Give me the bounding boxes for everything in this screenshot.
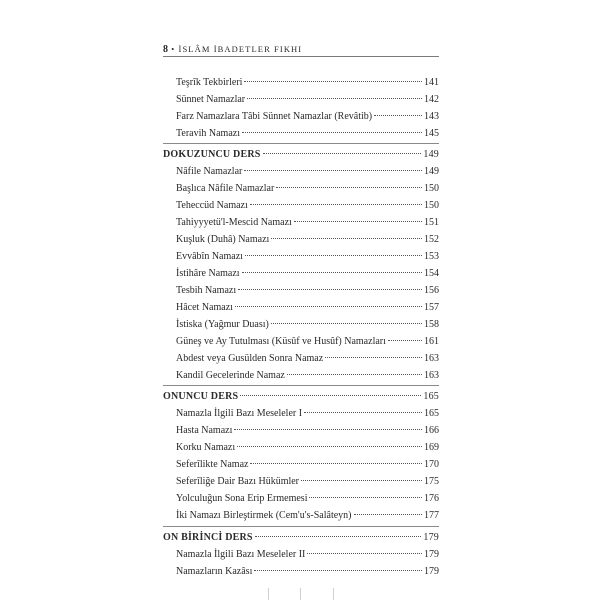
dot-leader <box>242 132 422 133</box>
toc-entry-page: 149 <box>424 166 439 177</box>
section-divider <box>163 385 439 386</box>
dot-leader <box>234 429 422 430</box>
toc-entry-title: Başlıca Nâfile Namazlar <box>176 183 275 194</box>
toc-entry-title: Korku Namazı <box>176 442 236 453</box>
dot-leader <box>250 463 422 464</box>
toc-entry-title: Yolculuğun Sona Erip Ermemesi <box>176 493 308 504</box>
toc-entry-page: 157 <box>424 302 439 313</box>
toc-entry-page: 158 <box>424 319 439 330</box>
toc-entry-title: ONUNCU DERS <box>163 391 239 402</box>
toc-entry <box>176 76 439 90</box>
dot-leader <box>374 115 422 116</box>
toc-entry <box>176 441 439 455</box>
toc-entry <box>176 509 439 523</box>
dot-leader <box>254 570 422 571</box>
dot-leader <box>250 204 422 205</box>
dot-leader <box>244 170 422 171</box>
dot-leader <box>247 98 422 99</box>
toc-entry <box>176 182 439 196</box>
dot-leader <box>301 480 422 481</box>
crop-mark <box>333 588 334 600</box>
toc-entry-page: 142 <box>424 94 439 105</box>
section-divider <box>163 143 439 144</box>
toc-entry <box>176 233 439 247</box>
dot-leader <box>240 395 421 396</box>
toc-entry <box>176 284 439 298</box>
toc-entry-title: Tahiyyyetü'l-Mescid Namazı <box>176 217 292 228</box>
toc-entry-page: 165 <box>423 391 439 402</box>
toc-entry <box>176 565 439 579</box>
toc-entry-title: Teşrîk Tekbirleri <box>176 77 243 88</box>
toc-section-heading <box>163 390 439 404</box>
dot-leader <box>304 412 422 413</box>
dot-leader <box>307 553 422 554</box>
toc-entry-title: DOKUZUNCU DERS <box>163 149 261 160</box>
toc-entry-title: Hâcet Namazı <box>176 302 233 313</box>
crop-mark <box>268 588 269 600</box>
toc-entry-title: Hasta Namazı <box>176 425 233 436</box>
toc-entry-title: Namazla İlgili Bazı Meseleler II <box>176 549 306 560</box>
toc-entry-page: 176 <box>424 493 439 504</box>
dot-leader <box>271 323 422 324</box>
header-book-title: İSLÂM İBADETLER FIKHI <box>178 44 303 54</box>
toc-section-heading <box>163 148 439 162</box>
toc-entry-title: Evvâbîn Namazı <box>176 251 243 262</box>
toc-entry-page: 177 <box>424 510 439 521</box>
toc-entry-page: 179 <box>424 566 439 577</box>
toc-entry-title: Teheccüd Namazı <box>176 200 248 211</box>
toc-entry-page: 143 <box>424 111 439 122</box>
toc-entry-page: 163 <box>424 370 439 381</box>
toc-entry <box>176 250 439 264</box>
dot-leader <box>276 187 422 188</box>
toc-entry-page: 152 <box>424 234 439 245</box>
toc-entry-title: Güneş ve Ay Tutulması (Küsûf ve Husûf) Namazları <box>176 336 386 347</box>
toc-entry-title: Abdest veya Gusülden Sonra Namaz <box>176 353 324 364</box>
toc-entry-title: Kandil Gecelerinde Namaz <box>176 370 285 381</box>
dot-leader <box>242 272 422 273</box>
dot-leader <box>388 340 422 341</box>
toc-entry-page: 166 <box>424 425 439 436</box>
section-divider <box>163 526 439 527</box>
toc-entry-page: 145 <box>424 128 439 139</box>
toc-entry <box>176 301 439 315</box>
toc-entry <box>176 548 439 562</box>
dot-leader <box>237 446 422 447</box>
toc-entry-page: 153 <box>424 251 439 262</box>
dot-leader <box>263 153 422 154</box>
dot-leader <box>245 255 422 256</box>
toc-entry-page: 150 <box>424 200 439 211</box>
dot-leader <box>255 536 422 537</box>
toc-entry-page: 175 <box>424 476 439 487</box>
toc-entry-page: 163 <box>424 353 439 364</box>
toc-entry <box>176 199 439 213</box>
toc-entry-title: Namazların Kazâsı <box>176 566 253 577</box>
toc-entry-title: Sünnet Namazlar <box>176 94 246 105</box>
toc-entry-title: Seferîlikte Namaz <box>176 459 249 470</box>
toc-entry-title: İki Namazı Birleştirmek (Cem'u's-Salâteyn) <box>176 510 352 521</box>
crop-mark <box>300 588 301 600</box>
toc-entry-page: 150 <box>424 183 439 194</box>
dot-leader <box>325 357 422 358</box>
toc-entry-page: 179 <box>424 549 439 560</box>
toc-entry-title: Seferîliğe Dair Bazı Hükümler <box>176 476 300 487</box>
toc-entry-title: Nâfile Namazlar <box>176 166 243 177</box>
dot-leader <box>238 289 422 290</box>
toc-entry-title: İstiska (Yağmur Duası) <box>176 319 269 330</box>
toc-entry-title: Farz Namazlara Tâbi Sünnet Namazlar (Revâtib) <box>176 111 373 122</box>
toc-entry-title: Teravih Namazı <box>176 128 240 139</box>
dot-leader <box>309 497 422 498</box>
toc-entry-page: 156 <box>424 285 439 296</box>
toc-entry-page: 141 <box>424 77 439 88</box>
dot-leader <box>287 374 422 375</box>
toc-entry <box>176 318 439 332</box>
dot-leader <box>354 514 423 515</box>
toc-entry <box>176 492 439 506</box>
toc-entry-title: Tesbih Namazı <box>176 285 237 296</box>
toc-entry-page: 179 <box>423 532 439 543</box>
toc-entry <box>176 335 439 349</box>
toc-section-heading <box>163 531 439 545</box>
toc-entry-page: 170 <box>424 459 439 470</box>
toc-entry-page: 151 <box>424 217 439 228</box>
toc-entry <box>176 475 439 489</box>
dot-leader <box>244 81 422 82</box>
toc-entry-title: Namazla İlgili Bazı Meseleler I <box>176 408 303 419</box>
toc-entry <box>176 352 439 366</box>
toc-entry-page: 161 <box>424 336 439 347</box>
toc-entry-page: 165 <box>424 408 439 419</box>
toc-entry <box>176 407 439 421</box>
toc-entry-page: 149 <box>423 149 439 160</box>
dot-leader <box>271 238 422 239</box>
header-page-number: 8 <box>163 44 168 55</box>
toc-entry <box>176 110 439 124</box>
toc-entry <box>176 216 439 230</box>
toc-entry-title: Kuşluk (Duhâ) Namazı <box>176 234 270 245</box>
dot-leader <box>294 221 422 222</box>
toc-entry <box>176 458 439 472</box>
dot-leader <box>235 306 422 307</box>
toc-entry <box>176 369 439 383</box>
toc-entry <box>176 127 439 141</box>
header-separator: • <box>171 44 176 54</box>
toc-entry-title: ON BİRİNCİ DERS <box>163 532 253 543</box>
toc-entry <box>176 424 439 438</box>
toc-entry-page: 154 <box>424 268 439 279</box>
toc-entry <box>176 93 439 107</box>
toc-entry <box>176 165 439 179</box>
toc-entry <box>176 267 439 281</box>
toc-entry-page: 169 <box>424 442 439 453</box>
toc-entry-title: İstihâre Namazı <box>176 268 240 279</box>
